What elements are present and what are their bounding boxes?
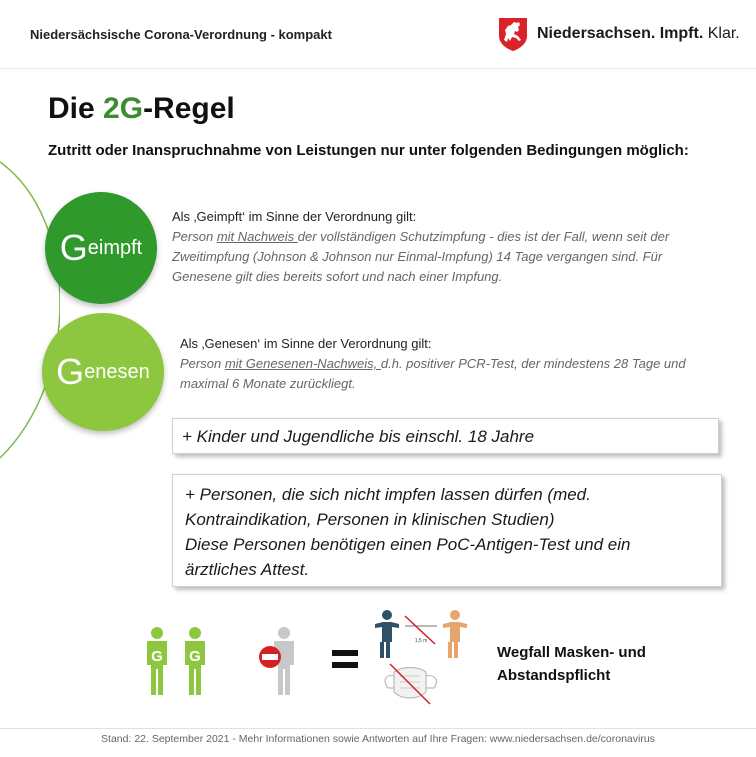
geimpft-definition xyxy=(172,207,712,287)
svg-text:G: G xyxy=(151,648,163,665)
geimpft-circle: G eimpft xyxy=(45,192,157,304)
genesen-body: Person mit Genesenen-Nachweis, d.h. positiver PCR-Test, der mindestens 28 Tage und maximal 6 Monate zurückliegt. xyxy=(180,356,686,391)
exception-medical-box: + Personen, die sich nicht impfen lassen dürfen (med. Kontraindikation, Personen in klinischen Studien) Diese Personen benötigen einen PoC-Antigen-Test und ein ärztliches Attest. xyxy=(172,474,722,587)
decorative-arc xyxy=(0,160,60,460)
svg-text:G: G xyxy=(189,648,201,665)
footer-text: Stand: 22. September 2021 - Mehr Informationen sowie Antworten auf Ihre Fragen: www.niedersachsen.de/coronavirus xyxy=(101,733,655,745)
two-2g-persons-icon xyxy=(143,625,215,697)
genesen-heading: Als ‚Genesen‘ im Sinne der Verordnung gilt: xyxy=(180,336,432,351)
distance-and-mask-icon xyxy=(372,608,472,710)
page-title: Die 2G-Regel xyxy=(48,92,235,125)
geimpft-heading: Als ‚Geimpft‘ im Sinne der Verordnung gilt: xyxy=(172,209,417,224)
geimpft-body: Person mit Nachweis der vollständigen Schutzimpfung - dies ist der Fall, wenn seit der Zweitimpfung (Johnson & Johnson nur Einmal-Impfung) 14 Tage vergangen sind. Für Genesene gilt dies bereits sofort und nach einer Impfung. xyxy=(172,229,670,284)
svg-text:1,5 m: 1,5 m xyxy=(414,638,428,644)
no-entry-person-icon xyxy=(256,625,300,697)
genesen-circle: G enesen xyxy=(42,313,164,431)
brand-text: Niedersachsen. Impft. Klar. xyxy=(537,25,740,42)
page-subtitle: Zutritt oder Inanspruchnahme von Leistungen nur unter folgenden Bedingungen möglich: xyxy=(48,142,689,159)
header xyxy=(0,0,756,69)
nachweis-link: mit Nachweis xyxy=(216,229,298,244)
consequence-text: Wegfall Masken- und Abstandspflicht xyxy=(497,644,646,684)
brand-logo[interactable] xyxy=(497,14,740,54)
header-title: Niedersächsische Corona-Verordnung - kompakt xyxy=(30,27,332,42)
equals-icon xyxy=(332,648,358,670)
genesen-definition xyxy=(180,334,720,394)
niedersachsen-horse-crest-icon xyxy=(497,16,529,52)
exception-children-box: + Kinder und Jugendliche bis einschl. 18 Jahre xyxy=(172,418,719,454)
genesenen-nachweis-link: mit Genesenen-Nachweis, xyxy=(224,356,381,371)
